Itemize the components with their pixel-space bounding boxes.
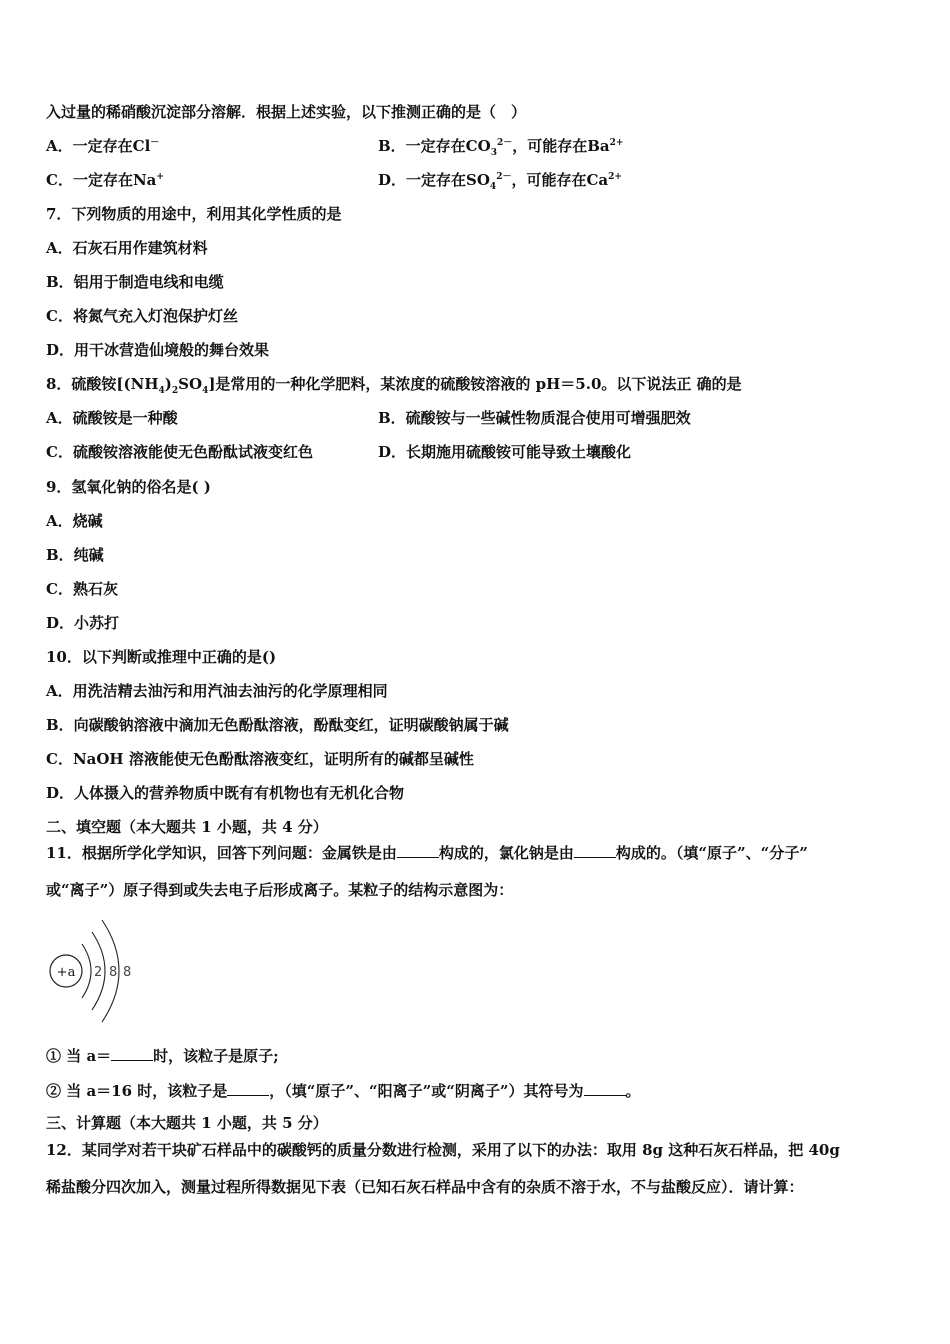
q6-option-b-text: B．一定存在CO <box>378 137 491 155</box>
section-2-heading: 二、填空题（本大题共 1 小题，共 4 分） <box>46 818 328 836</box>
q10-option-c: C．NaOH 溶液能使无色酚酞溶液变红，证明所有的碱都呈碱性 <box>46 750 474 768</box>
q8-stem-p3: SO <box>178 375 203 393</box>
q6-option-b <box>378 136 623 156</box>
q10-option-b: B．向碳酸钠溶液中滴加无色酚酞溶液，酚酞变红，证明碳酸钠属于碱 <box>46 716 509 734</box>
q6-option-b-sub: 3 <box>490 148 497 158</box>
q11-blank-1 <box>397 843 439 858</box>
q12-stem-line1: 12．某同学对若干块矿石样品中的碳酸钙的质量分数进行检测，采用了以下的办法：取用 8g 这种石灰石样品，把 40g <box>46 1141 840 1159</box>
q9-option-c: C．熟石灰 <box>46 580 118 598</box>
q11-stem-line2: 或“离子”）原子得到或失去电子后形成离子。某粒子的结构示意图为： <box>46 881 514 899</box>
q10-stem: 10．以下判断或推理中正确的是() <box>46 648 277 666</box>
electron-shell-1 <box>82 944 91 998</box>
atom-structure-diagram <box>44 912 154 1030</box>
q6-option-a-text: A．一定存在Cl <box>46 137 151 155</box>
q8-stem-sub2: 2 <box>171 386 179 396</box>
q6-option-b-charge2: 2+ <box>609 138 624 148</box>
q6-option-d-sub: 4 <box>489 182 497 192</box>
q11-stem-p2: 构成的，氯化钠是由 <box>438 844 574 862</box>
q7-option-d: D．用干冰营造仙境般的舞台效果 <box>46 341 270 359</box>
q11-blank-2 <box>574 843 616 858</box>
q7-option-c: C．将氮气充入灯泡保护灯丝 <box>46 307 238 325</box>
q8-stem <box>46 374 742 394</box>
q6-option-a <box>46 136 159 156</box>
q7-stem: 7．下列物质的用途中，利用其化学性质的是 <box>46 205 342 223</box>
section-3-heading: 三、计算题（本大题共 1 小题，共 5 分） <box>46 1114 328 1132</box>
q6-option-d <box>378 170 622 190</box>
q8-stem-sub3: 4 <box>202 386 209 396</box>
q6-stem-tail: 入过量的稀硝酸沉淀部分溶解．根据上述实验，以下推测正确的是（ ） <box>46 103 527 121</box>
q10-option-a: A．用洗洁精去油污和用汽油去油污的化学原理相同 <box>46 682 388 700</box>
nucleus-label: +a <box>56 965 76 980</box>
q8-stem-p2: ) <box>164 375 172 393</box>
q9-stem: 9．氢氧化钠的俗名是( ) <box>46 478 211 496</box>
q6-option-b-text2: ，可能存在Ba <box>512 137 610 155</box>
q8-option-d: D．长期施用硫酸铵可能导致土壤酸化 <box>378 443 632 461</box>
q6-option-c-text: C．一定存在Na <box>46 171 157 189</box>
q6-option-c <box>46 170 164 190</box>
q12-stem-line2: 稀盐酸分四次加入，测量过程所得数据见下表（已知石灰石样品中含有的杂质不溶于水，不与盐酸反应）．请计算： <box>46 1178 804 1196</box>
q8-stem-p1: 8．硫酸铵[(NH <box>46 375 159 393</box>
q11-stem-p3: 构成的。（填“原子”、“分子” <box>615 844 808 862</box>
q11-stem <box>46 843 808 863</box>
q6-option-c-charge: + <box>156 172 164 182</box>
q6-option-b-charge: 2－ <box>496 138 513 148</box>
q11-sub-2 <box>46 1081 641 1101</box>
q10-option-d: D．人体摄入的营养物质中既有有机物也有无机化合物 <box>46 784 405 802</box>
q11-sub-1 <box>46 1046 279 1066</box>
q8-option-a: A．硫酸铵是一种酸 <box>46 409 178 427</box>
q8-stem-sub1: 4 <box>158 386 165 396</box>
q6-option-d-text: D．一定存在SO <box>378 171 490 189</box>
shell-2-electrons: 8 <box>109 965 118 980</box>
q11-sub-2-p2: ，（填“原子”、“阳离子”或“阴离子”）其符号为 <box>269 1082 584 1100</box>
q8-option-b: B．硫酸铵与一些碱性物质混合使用可增强肥效 <box>378 409 691 427</box>
q11-blank-5 <box>584 1081 626 1096</box>
q11-blank-4 <box>227 1081 269 1096</box>
q8-stem-p4: ]是常用的一种化学肥料，某浓度的硫酸铵溶液的 pH＝5.0。以下说法正 确的是 <box>208 375 742 393</box>
q7-option-b: B．铝用于制造电线和电缆 <box>46 273 224 291</box>
q11-sub-1-p2: 时，该粒子是原子; <box>153 1047 279 1065</box>
shell-3-electrons: 8 <box>123 965 132 980</box>
q6-option-d-text2: ，可能存在Ca <box>511 171 609 189</box>
q9-option-a: A．烧碱 <box>46 512 103 530</box>
q6-option-d-charge2: 2+ <box>608 172 622 182</box>
q8-option-c: C．硫酸铵溶液能使无色酚酞试液变红色 <box>46 443 313 461</box>
q11-sub-2-p3: 。 <box>625 1082 641 1100</box>
q11-sub-2-p1: ② 当 a＝16 时，该粒子是 <box>46 1082 228 1100</box>
shell-1-electrons: 2 <box>94 965 103 980</box>
q7-option-a: A．石灰石用作建筑材料 <box>46 239 208 257</box>
q11-sub-1-p1: ① 当 a＝ <box>46 1047 112 1065</box>
q11-stem-p1: 11．根据所学化学知识，回答下列问题：金属铁是由 <box>46 844 397 862</box>
q9-option-d: D．小苏打 <box>46 614 120 632</box>
q6-option-d-charge: 2－ <box>496 172 512 182</box>
q11-blank-3 <box>111 1046 153 1061</box>
q6-option-a-charge: － <box>150 138 160 148</box>
q9-option-b: B．纯碱 <box>46 546 104 564</box>
